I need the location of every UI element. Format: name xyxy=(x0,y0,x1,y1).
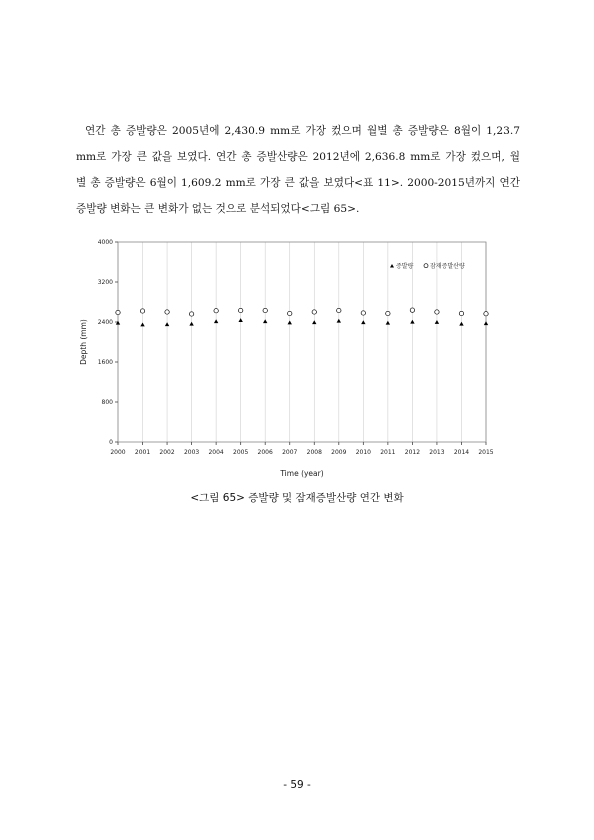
legend-label: 증발량 xyxy=(396,263,414,270)
data-point-triangle xyxy=(288,320,292,324)
data-point-circle xyxy=(288,311,292,315)
y-axis-label: Depth (mm) xyxy=(79,319,88,365)
data-point-triangle xyxy=(484,321,488,325)
data-point-triangle xyxy=(459,322,463,326)
x-tick-label: 2004 xyxy=(208,449,224,456)
x-tick-label: 2000 xyxy=(110,449,126,456)
data-point-circle xyxy=(140,309,144,313)
y-tick-label: 1600 xyxy=(97,359,113,367)
data-point-triangle xyxy=(116,321,120,325)
data-point-circle xyxy=(165,310,169,314)
paragraph-line: 증발량 변화는 큰 변화가 없는 것으로 분석되었다<그림 65>. xyxy=(76,203,360,215)
x-tick-label: 2007 xyxy=(282,449,298,456)
data-point-triangle xyxy=(312,320,316,324)
legend-marker-triangle xyxy=(390,264,394,268)
data-point-triangle xyxy=(189,322,193,326)
x-tick-label: 2011 xyxy=(380,449,396,456)
data-point-circle xyxy=(435,310,439,314)
x-tick-label: 2013 xyxy=(429,449,445,456)
data-point-circle xyxy=(484,312,488,316)
y-tick-label: 0 xyxy=(109,439,113,447)
page-number: - 59 - xyxy=(283,779,311,791)
y-tick-label: 800 xyxy=(101,399,113,407)
data-point-circle xyxy=(238,308,242,312)
data-point-circle xyxy=(361,311,365,315)
x-tick-label: 2001 xyxy=(134,449,151,456)
paragraph-line: 연간 총 증발량은 2005년에 2,430.9 mm로 가장 컸으며 월별 총 증발량은 8월이 1,23.7 xyxy=(85,125,520,137)
x-tick-label: 2010 xyxy=(355,449,371,456)
x-axis-label: Time (year) xyxy=(280,469,324,478)
x-tick-label: 2015 xyxy=(478,449,494,456)
figure-caption: <그림 65> 증발량 및 잠재증발산량 연간 변화 xyxy=(190,492,404,504)
plot-border xyxy=(118,242,486,442)
data-point-circle xyxy=(337,308,341,312)
paragraph-line: mm로 가장 큰 값을 보였다. 연간 총 증발산량은 2012년에 2,636.8 mm로 가장 컸으며, 월 xyxy=(76,151,520,163)
data-point-circle xyxy=(312,310,316,314)
data-point-circle xyxy=(386,311,390,315)
legend-marker-circle xyxy=(424,264,428,268)
data-point-circle xyxy=(263,308,267,312)
x-tick-label: 2009 xyxy=(331,449,347,456)
body-paragraph xyxy=(76,118,520,222)
evaporation-chart xyxy=(70,234,500,484)
data-point-circle xyxy=(410,308,414,312)
x-tick-label: 2006 xyxy=(257,449,273,456)
data-point-triangle xyxy=(361,320,365,324)
chart-svg xyxy=(70,234,500,484)
data-point-circle xyxy=(214,309,218,313)
data-point-triangle xyxy=(435,320,439,324)
data-point-triangle xyxy=(140,322,144,326)
x-tick-label: 2008 xyxy=(306,449,322,456)
data-point-circle xyxy=(116,310,120,314)
data-point-triangle xyxy=(263,319,267,323)
x-tick-label: 2005 xyxy=(233,449,249,456)
x-tick-label: 2003 xyxy=(183,449,200,456)
y-tick-label: 3200 xyxy=(97,279,113,287)
x-tick-label: 2014 xyxy=(453,449,470,456)
x-tick-label: 2012 xyxy=(404,449,421,456)
y-tick-label: 4000 xyxy=(97,239,113,247)
data-point-triangle xyxy=(214,319,218,323)
paragraph-line: 별 총 증발량은 6월이 1,609.2 mm로 가장 큰 값을 보였다<표 11>. 2000-2015년까지 연간 xyxy=(76,177,520,189)
data-point-circle xyxy=(459,311,463,315)
legend-label: 잠재증발산량 xyxy=(430,263,465,270)
y-tick-label: 2400 xyxy=(97,319,113,327)
data-point-circle xyxy=(189,312,193,316)
x-tick-label: 2002 xyxy=(159,449,175,456)
data-point-triangle xyxy=(337,319,341,323)
data-point-triangle xyxy=(165,322,169,326)
data-point-triangle xyxy=(238,318,242,322)
data-point-triangle xyxy=(410,320,414,324)
data-point-triangle xyxy=(386,321,390,325)
